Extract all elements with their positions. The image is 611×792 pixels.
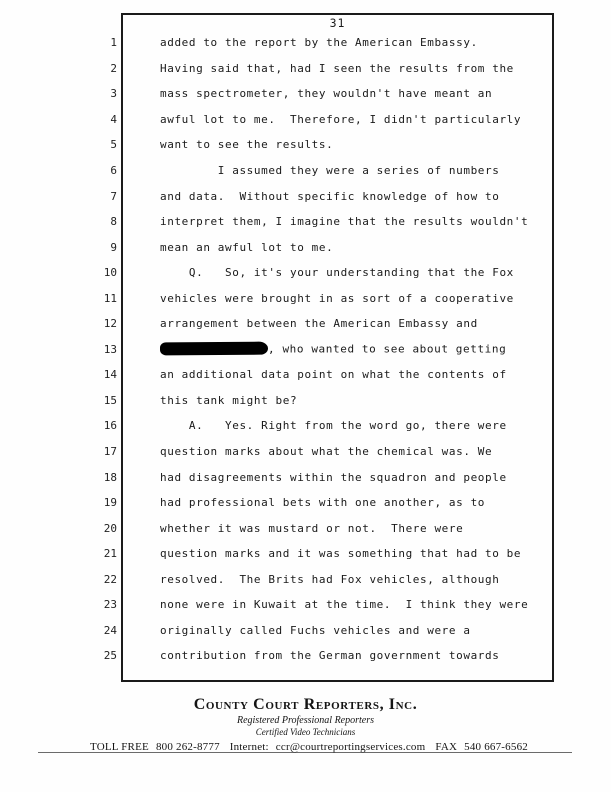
footer-company-name: County Court Reporters, Inc. [193, 696, 418, 713]
fax-label: FAX [435, 741, 458, 753]
transcript-line [97, 618, 567, 644]
line-number: 25 [103, 649, 117, 663]
transcript-line [97, 209, 567, 235]
line-number: 10 [103, 266, 117, 280]
line-number: 7 [110, 189, 117, 203]
transcript-line [97, 285, 567, 311]
transcript-line [97, 388, 567, 414]
transcript-line [97, 541, 567, 567]
transcript-line [97, 260, 567, 286]
line-number: 21 [103, 547, 117, 561]
line-number: 1 [110, 36, 117, 50]
internet-email: ccr@courtreportingservices.com [275, 741, 426, 753]
line-text: vehicles were brought in as sort of a cooperative [160, 291, 514, 305]
transcript-line [97, 413, 567, 439]
line-number: 5 [110, 138, 117, 152]
line-text: whether it was mustard or not. There were [160, 521, 464, 535]
line-text: mean an awful lot to me. [160, 240, 334, 254]
transcript-line [97, 311, 567, 337]
line-number: 17 [103, 445, 117, 459]
page-number: 31 [329, 16, 346, 30]
toll-free-label: TOLL FREE [90, 741, 149, 753]
line-text: Q. So, it's your understanding that the Fox [160, 266, 514, 280]
line-number: 13 [103, 342, 117, 356]
line-number: 9 [110, 240, 117, 254]
line-number: 18 [103, 470, 117, 484]
line-number: 15 [103, 393, 117, 407]
transcript-line [97, 81, 567, 107]
line-text: contribution from the German government towards [160, 649, 500, 663]
transcript-line [97, 30, 567, 56]
line-text: A. Yes. Right from the word go, there were [160, 419, 507, 433]
line-text: I assumed they were a series of numbers [160, 164, 500, 177]
transcript-line [97, 464, 567, 490]
line-number: 6 [110, 164, 117, 177]
transcript-line [97, 56, 567, 82]
line-text: resolved. The Brits had Fox vehicles, although [160, 572, 500, 586]
footer [0, 696, 611, 753]
line-number: 23 [103, 598, 117, 612]
line-number: 20 [103, 521, 117, 535]
transcript-line [97, 490, 567, 516]
toll-free-number: 800 262-8777 [155, 741, 220, 753]
fax-number: 540 667-6562 [464, 741, 528, 753]
line-number: 4 [110, 112, 117, 126]
line-text: an additional data point on what the contents of [160, 368, 507, 382]
transcript-line [97, 439, 567, 465]
internet-label: Internet: [229, 741, 269, 753]
footer-subtitle-video: Certified Video Technicians [255, 727, 356, 737]
transcript-line [97, 234, 567, 260]
line-text: question marks about what the chemical was. We [160, 445, 493, 459]
transcript-lines [97, 30, 567, 669]
line-text: this tank might be? [160, 393, 298, 407]
line-number: 22 [103, 572, 117, 586]
line-text: mass spectrometer, they wouldn't have meant an [160, 87, 493, 101]
line-text: awful lot to me. Therefore, I didn't particularly [160, 112, 522, 126]
transcript-line [97, 592, 567, 618]
line-number: 24 [103, 623, 117, 637]
transcript-line [97, 515, 567, 541]
line-text: interpret them, I imagine that the results wouldn't [160, 215, 529, 229]
line-text: had professional bets with one another, as to [160, 496, 486, 510]
footer-subtitle-reporters: Registered Professional Reporters [236, 715, 375, 726]
line-text: and data. Without specific knowledge of how to [160, 189, 500, 203]
line-text: want to see the results. [160, 138, 334, 152]
line-text: had disagreements within the squadron and people [160, 470, 507, 484]
line-number: 16 [103, 419, 117, 433]
transcript-line [97, 158, 567, 184]
line-text: arrangement between the American Embassy and [160, 317, 478, 331]
transcript-line [97, 183, 567, 209]
line-text: originally called Fuchs vehicles and were a [160, 623, 471, 637]
footer-divider [38, 752, 572, 753]
transcript-line [97, 643, 567, 669]
line-text: , who wanted to see about getting [160, 342, 506, 357]
transcript-line [97, 132, 567, 158]
line-text: added to the report by the American Embassy. [160, 36, 478, 50]
transcript-line [97, 362, 567, 388]
line-text: Having said that, had I seen the results from the [160, 61, 514, 75]
line-number: 19 [103, 496, 117, 510]
line-number: 12 [103, 317, 117, 331]
line-number: 3 [110, 87, 117, 101]
line-text: question marks and it was something that had to be [160, 547, 522, 561]
line-number: 2 [110, 61, 117, 75]
line-text: none were in Kuwait at the time. I think they were [160, 598, 529, 612]
line-number: 8 [110, 215, 117, 229]
transcript-line [97, 107, 567, 133]
redaction-bar [160, 341, 268, 355]
line-number: 11 [103, 291, 117, 305]
transcript-line [97, 337, 567, 363]
line-number: 14 [103, 368, 117, 382]
transcript-line [97, 566, 567, 592]
